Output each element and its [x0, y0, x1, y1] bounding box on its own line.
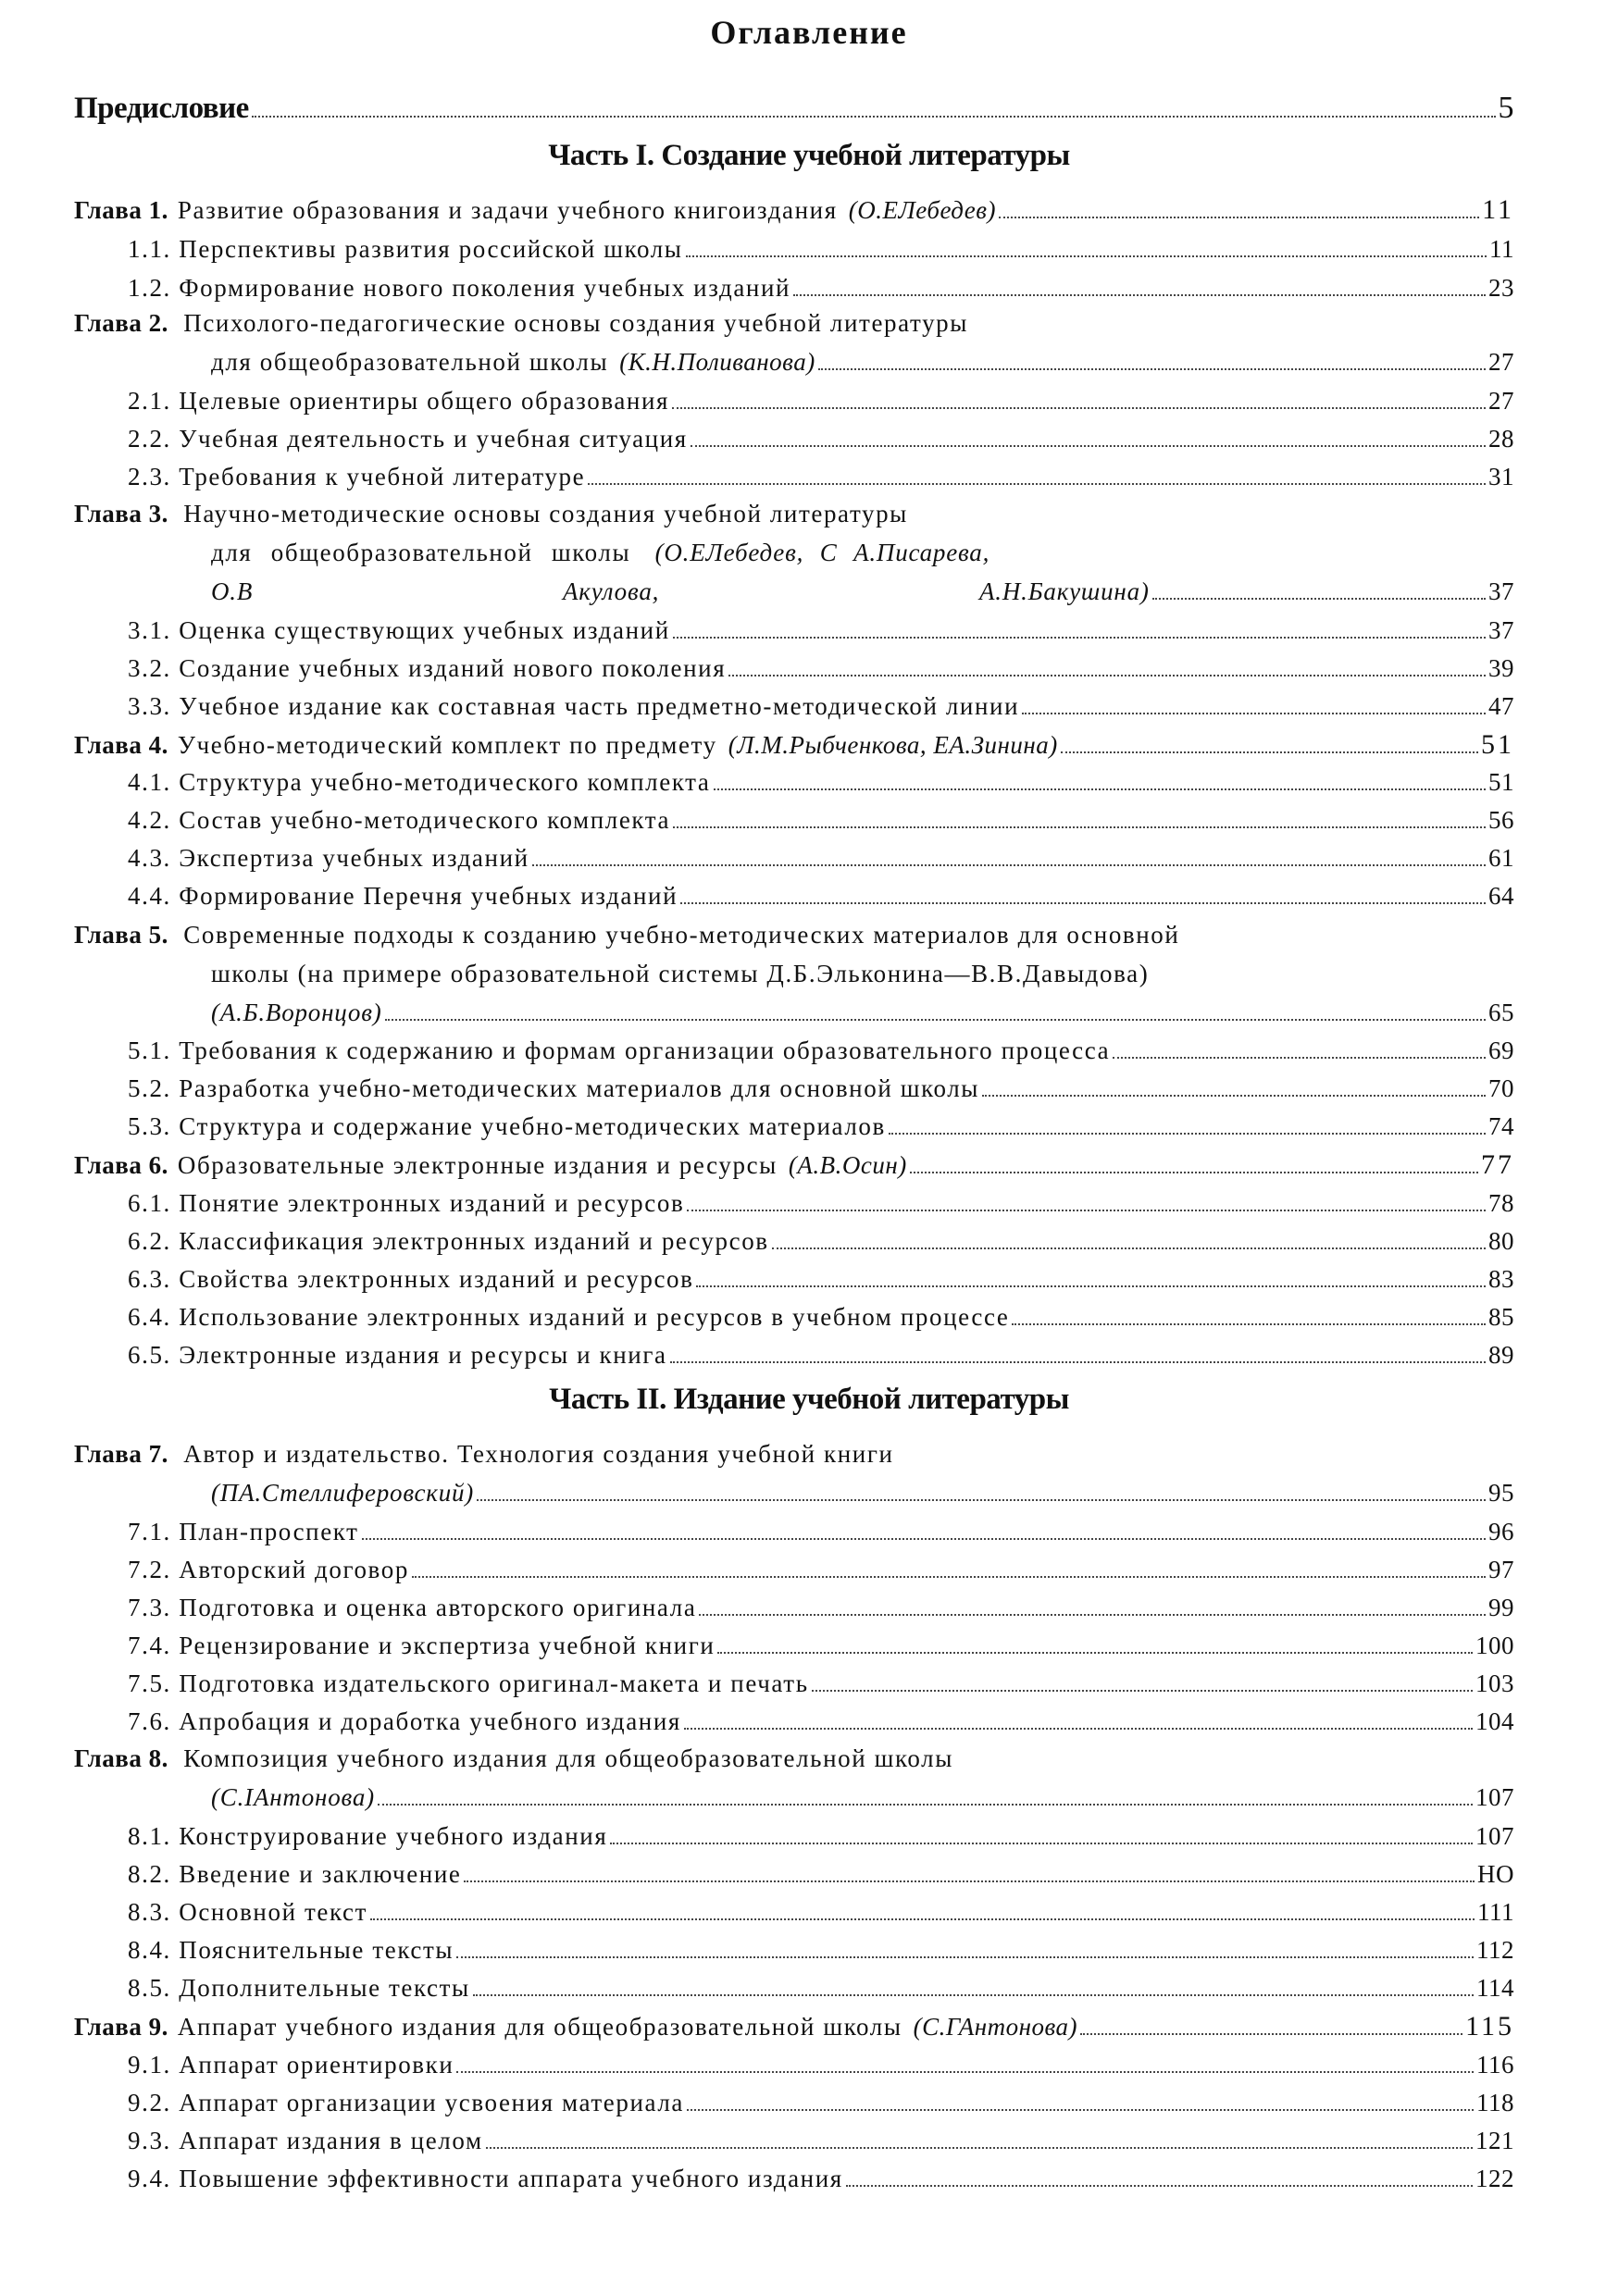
toc-entry-section[interactable] — [128, 1265, 1514, 1294]
dot-leader — [1152, 598, 1486, 600]
page-number: 74 — [1488, 1112, 1514, 1140]
dot-leader — [370, 1918, 1475, 1920]
page-title: Оглавление — [710, 14, 908, 51]
section-title: 4.3. Экспертиза учебных изданий — [128, 844, 529, 872]
section-title: 6.1. Понятие электронных изданий и ресурсов — [128, 1189, 685, 1217]
chapter-title-continued: школы (на примере образовательной системы Д.Б.Эльконина—В.В.Давыдова) — [211, 960, 1150, 987]
section-title: 6.5. Электронные издания и ресурсы и книга — [128, 1341, 667, 1369]
dot-leader — [772, 1247, 1486, 1249]
section-title: 7.6. Апробация и доработка учебного издания — [128, 1707, 681, 1735]
toc-entry-section[interactable] — [128, 274, 1514, 303]
toc-entry-section[interactable] — [128, 425, 1514, 453]
toc-entry-section[interactable] — [128, 882, 1514, 911]
page-number: 97 — [1488, 1556, 1514, 1583]
section-title: 2.1. Целевые ориентиры общего образования — [128, 387, 670, 415]
chapter-label: Глава 7. — [74, 1440, 168, 1468]
chapter-title: Аппарат учебного издания для общеобразовательной школы — [177, 2013, 902, 2041]
toc-entry-section[interactable] — [128, 844, 1514, 873]
dot-leader — [686, 255, 1487, 257]
dot-leader — [910, 1172, 1478, 1173]
dot-leader — [385, 1019, 1486, 1021]
page-number: НО — [1477, 1860, 1514, 1888]
dot-leader — [889, 1133, 1486, 1135]
page-number: 61 — [1488, 844, 1514, 872]
section-title: 5.3. Структура и содержание учебно-методических материалов — [128, 1112, 886, 1140]
section-title: 4.4. Формирование Перечня учебных изданий — [128, 882, 678, 910]
toc-entry-chapter[interactable] — [74, 2011, 1514, 2042]
chapter-title-continued: для общеобразовательной школы — [211, 348, 609, 376]
chapter-author: А.Н.Бакушина) — [979, 577, 1150, 605]
page-number: 112 — [1476, 1936, 1514, 1964]
dot-leader — [362, 1538, 1486, 1540]
chapter-author: (Л.М.Рыбченкова, ЕА.Зинина) — [728, 731, 1058, 759]
chapter-label: Глава 4. — [74, 731, 168, 759]
page-number: 116 — [1476, 2051, 1514, 2079]
dot-leader — [1012, 1323, 1486, 1325]
page-number: 51 — [1488, 768, 1514, 796]
section-title: 7.2. Авторский договор — [128, 1556, 409, 1583]
page-number: 121 — [1475, 2127, 1514, 2154]
toc-entry-section[interactable] — [128, 387, 1514, 416]
page-number: 39 — [1488, 654, 1514, 682]
toc-entry-section[interactable] — [128, 654, 1514, 683]
dot-leader — [477, 1499, 1486, 1501]
section-title: 1.2. Формирование нового поколения учебных изданий — [128, 274, 791, 302]
toc-entry-chapter-line[interactable] — [211, 539, 1137, 567]
page-number: 96 — [1488, 1518, 1514, 1545]
toc-entry-section[interactable] — [128, 1036, 1514, 1065]
dot-leader — [473, 1994, 1474, 1996]
chapter-title: Психолого-педагогические основы создания учебной литературы — [183, 309, 969, 337]
page-number: 103 — [1475, 1669, 1514, 1697]
toc-entry-section[interactable] — [128, 1974, 1514, 2003]
chapter-label: Глава 2. — [74, 309, 168, 337]
chapter-title: Автор и издательство. Технология создания учебной книги — [183, 1440, 894, 1468]
chapter-author: (ПА.Стеллиферовский) — [211, 1479, 475, 1507]
page-number: 69 — [1488, 1036, 1514, 1064]
dot-leader — [714, 788, 1487, 790]
toc-entry-chapter-line[interactable] — [74, 1440, 894, 1469]
dot-leader — [412, 1576, 1486, 1578]
page-number: 99 — [1488, 1594, 1514, 1621]
dot-leader — [684, 1728, 1473, 1730]
toc-entry-chapter[interactable] — [74, 194, 1514, 226]
dot-leader — [691, 445, 1486, 447]
dot-leader — [672, 407, 1486, 409]
page-number: 11 — [1489, 235, 1514, 263]
page-number: 122 — [1475, 2165, 1514, 2192]
section-title: 1.1. Перспективы развития российской школы — [128, 235, 683, 263]
section-title: 8.5. Дополнительные тексты — [128, 1974, 470, 2002]
dot-leader — [696, 1285, 1486, 1287]
section-title: 7.5. Подготовка издательского оригинал-макета и печать — [128, 1669, 809, 1697]
part-heading: Часть I. Создание учебной литературы — [548, 139, 1070, 172]
section-title: 9.1. Аппарат ориентировки — [128, 2051, 454, 2079]
dot-leader — [1061, 751, 1478, 753]
section-title: 3.2. Создание учебных изданий нового поколения — [128, 654, 727, 682]
toc-entry-section[interactable] — [128, 768, 1514, 797]
chapter-label: Глава 5. — [74, 921, 168, 949]
section-title: 9.3. Аппарат издания в целом — [128, 2127, 483, 2154]
chapter-label: Глава 6. — [74, 1151, 168, 1179]
toc-entry-section[interactable] — [128, 2127, 1514, 2155]
section-title: 3.1. Оценка существующих учебных изданий — [128, 616, 670, 644]
page-number: 70 — [1488, 1074, 1514, 1102]
section-title: 5.1. Требования к содержанию и формам организации образовательного процесса — [128, 1036, 1111, 1064]
toc-entry-section[interactable] — [128, 1074, 1514, 1103]
page-number: 23 — [1488, 274, 1514, 302]
dot-leader — [252, 116, 1496, 118]
dot-leader — [846, 2185, 1473, 2187]
page-number: 80 — [1488, 1227, 1514, 1255]
dot-leader — [680, 902, 1486, 904]
section-title: 7.1. План-проспект — [128, 1518, 359, 1545]
page-number: 111 — [1477, 1898, 1514, 1926]
chapter-label: Глава 3. — [74, 500, 168, 527]
page-number: 85 — [1488, 1303, 1514, 1331]
section-title: 4.2. Состав учебно-методического комплекта — [128, 806, 671, 834]
section-title: 2.3. Требования к учебной литературе — [128, 463, 586, 490]
toc-entry-section[interactable] — [128, 1303, 1514, 1332]
dot-leader — [699, 1614, 1486, 1616]
toc-entry-section[interactable] — [128, 1822, 1514, 1851]
section-title: 7.4. Рецензирование и экспертиза учебной книги — [128, 1632, 716, 1659]
toc-entry-section[interactable] — [128, 1632, 1514, 1660]
dot-leader — [793, 294, 1486, 296]
section-title: 9.4. Повышение эффективности аппарата учебного издания — [128, 2165, 843, 2192]
dot-leader — [532, 864, 1486, 866]
toc-entry-section[interactable] — [128, 235, 1514, 264]
dot-leader — [486, 2147, 1473, 2149]
section-title: 6.2. Классификация электронных изданий и ресурсов — [128, 1227, 769, 1255]
page-number: 11 — [1482, 194, 1514, 225]
dot-leader — [673, 826, 1486, 828]
toc-entry-chapter-line[interactable] — [74, 1744, 953, 1773]
dot-leader — [982, 1095, 1486, 1097]
dot-leader — [456, 1956, 1474, 1958]
dot-leader — [378, 1804, 1473, 1806]
dot-leader — [1113, 1057, 1486, 1059]
chapter-label: Глава 9. — [74, 2013, 168, 2041]
chapter-author: (А.Б.Воронцов) — [211, 999, 382, 1026]
toc-entry-section[interactable] — [128, 692, 1514, 721]
dot-leader — [728, 675, 1486, 676]
preface-label: Предисловие — [74, 92, 249, 125]
page-number: 95 — [1488, 1479, 1514, 1507]
dot-leader — [687, 1210, 1486, 1211]
toc-entry-chapter[interactable] — [211, 999, 1514, 1027]
toc-entry-section[interactable] — [128, 1669, 1514, 1698]
chapter-label: Глава 1. — [74, 196, 168, 224]
page-number: 107 — [1475, 1783, 1514, 1811]
dot-leader — [717, 1652, 1473, 1654]
chapter-title-continued: для общеобразовательной школы — [211, 539, 631, 566]
dot-leader — [456, 2071, 1474, 2073]
dot-leader — [1080, 2033, 1462, 2035]
toc-entry-chapter[interactable] — [211, 1479, 1514, 1508]
page-number: 65 — [1488, 999, 1514, 1026]
page-number: 27 — [1488, 348, 1514, 376]
toc-entry-chapter-line[interactable] — [74, 921, 1179, 949]
page-number: 31 — [1488, 463, 1514, 490]
toc-entry-section[interactable] — [128, 616, 1514, 645]
page-number: 114 — [1476, 1974, 1514, 2002]
toc-entry-section[interactable] — [128, 1594, 1514, 1622]
chapter-title: Развитие образования и задачи учебного книгоиздания — [177, 196, 838, 224]
dot-leader — [812, 1690, 1473, 1692]
toc-entry-section[interactable] — [128, 1518, 1514, 1546]
toc-entry-section[interactable] — [128, 1189, 1514, 1218]
chapter-title: Образовательные электронные издания и ресурсы — [177, 1151, 778, 1179]
toc-entry-section[interactable] — [128, 2051, 1514, 2079]
chapter-title: Научно-методические основы создания учебной литературы — [183, 500, 908, 527]
page-number: 28 — [1488, 425, 1514, 453]
toc-entry-section[interactable] — [128, 463, 1514, 491]
toc-entry-chapter[interactable] — [211, 577, 1514, 606]
chapter-author: Акулова, — [563, 577, 660, 605]
toc-entry-chapter[interactable] — [74, 729, 1514, 761]
toc-entry-section[interactable] — [128, 1898, 1514, 1927]
page-number: 5 — [1498, 91, 1514, 125]
section-title: 8.3. Основной текст — [128, 1898, 367, 1926]
chapter-author: (О.ЕЛебедев, С А.Писарева, — [654, 539, 990, 566]
toc-entry-chapter[interactable] — [211, 348, 1514, 377]
section-title: 7.3. Подготовка и оценка авторского оригинала — [128, 1594, 697, 1621]
section-title: 6.3. Свойства электронных изданий и ресурсов — [128, 1265, 694, 1293]
page-number: 47 — [1488, 692, 1514, 720]
chapter-author: (С.ГАнтонова) — [913, 2013, 1078, 2041]
chapter-title: Композиция учебного издания для общеобразовательной школы — [183, 1744, 953, 1772]
page-number: 100 — [1475, 1632, 1514, 1659]
chapter-label: Глава 8. — [74, 1744, 168, 1772]
page-number: 115 — [1465, 2011, 1514, 2042]
chapter-author: (А.В.Осин) — [788, 1151, 907, 1179]
page-number: 83 — [1488, 1265, 1514, 1293]
toc-entry-section[interactable] — [128, 1936, 1514, 1965]
page-number: 27 — [1488, 387, 1514, 415]
section-title: 9.2. Аппарат организации усвоения материала — [128, 2089, 684, 2116]
toc-entry-chapter[interactable] — [74, 1149, 1514, 1181]
page-number: 51 — [1481, 729, 1514, 760]
page-number: 64 — [1488, 882, 1514, 910]
section-title: 2.2. Учебная деятельность и учебная ситуация — [128, 425, 688, 453]
dot-leader — [610, 1843, 1473, 1844]
dot-leader — [588, 483, 1486, 485]
dot-leader — [999, 217, 1479, 218]
toc-entry-chapter[interactable] — [211, 1783, 1514, 1812]
toc-entry-chapter-line[interactable] — [211, 960, 1149, 988]
toc-entry-section[interactable] — [128, 806, 1514, 835]
toc-entry-chapter-line[interactable] — [74, 500, 908, 528]
toc-entry-preface[interactable] — [74, 91, 1514, 126]
chapter-author: (К.Н.Поливанова) — [619, 348, 815, 376]
page-number: 78 — [1488, 1189, 1514, 1217]
chapter-author: (О.ЕЛебедев) — [848, 196, 996, 224]
section-title: 3.3. Учебное издание как составная часть предметно-методической линии — [128, 692, 1020, 720]
chapter-title: Современные подходы к созданию учебно-методических материалов для основной — [183, 921, 1180, 949]
dot-leader — [818, 368, 1486, 370]
page-number: 107 — [1475, 1822, 1514, 1850]
section-title: 8.4. Пояснительные тексты — [128, 1936, 454, 1964]
page-number: 104 — [1475, 1707, 1514, 1735]
page-number: 56 — [1488, 806, 1514, 834]
page-number: 37 — [1488, 577, 1514, 605]
toc-entry-section[interactable] — [128, 1556, 1514, 1584]
toc-entry-section[interactable] — [128, 1860, 1514, 1889]
toc-entry-section[interactable] — [128, 2089, 1514, 2117]
toc-entry-section[interactable] — [128, 1227, 1514, 1256]
dot-leader — [1022, 713, 1486, 714]
page-number: 118 — [1476, 2089, 1514, 2116]
toc-entry-chapter-line[interactable] — [74, 309, 968, 338]
section-title: 6.4. Использование электронных изданий и ресурсов в учебном процессе — [128, 1303, 1010, 1331]
page-number: 89 — [1488, 1341, 1514, 1369]
toc-entry-section[interactable] — [128, 1341, 1514, 1370]
page-number: 37 — [1488, 616, 1514, 644]
chapter-title: Учебно-методический комплект по предмету — [177, 731, 717, 759]
dot-leader — [687, 2109, 1474, 2111]
chapter-author: О.В — [211, 577, 254, 605]
dot-leader — [464, 1880, 1475, 1882]
part-heading: Часть II. Издание учебной литературы — [549, 1383, 1069, 1416]
page-number: 77 — [1481, 1149, 1514, 1180]
toc-entry-section[interactable] — [128, 2165, 1514, 2193]
section-title: 8.2. Введение и заключение — [128, 1860, 462, 1888]
chapter-author: (С.IАнтонова) — [211, 1783, 375, 1811]
dot-leader — [673, 637, 1486, 639]
toc-entry-section[interactable] — [128, 1112, 1514, 1141]
section-title: 5.2. Разработка учебно-методических материалов для основной школы — [128, 1074, 980, 1102]
dot-leader — [670, 1361, 1486, 1363]
section-title: 4.1. Структура учебно-методического комплекта — [128, 768, 711, 796]
section-title: 8.1. Конструирование учебного издания — [128, 1822, 608, 1850]
toc-entry-section[interactable] — [128, 1707, 1514, 1736]
